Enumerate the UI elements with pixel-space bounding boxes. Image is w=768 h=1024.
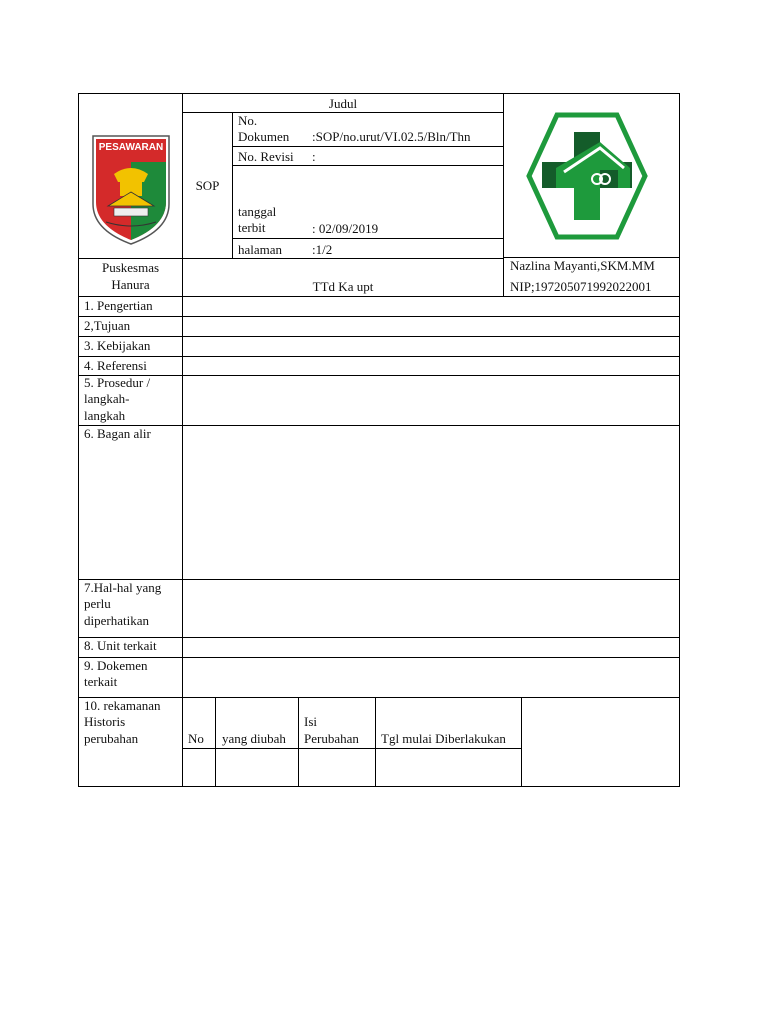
revisi-value: : [312, 149, 316, 164]
tanggal-label: tanggal [238, 204, 277, 219]
section-label-prosedur-2: langkah- [84, 391, 130, 406]
section-label-tujuan: 2,Tujuan [84, 318, 131, 333]
history-header-isi-2: Perubahan [304, 731, 359, 746]
history-header-isi-1: Isi [304, 714, 317, 729]
section-label-dokumen-1: 9. Dokemen [84, 658, 148, 673]
tanggal-value: : 02/09/2019 [312, 221, 379, 236]
section-label-referensi: 4. Referensi [84, 358, 147, 373]
section-label-history-2: Historis [84, 714, 126, 729]
no-label: No. [238, 113, 258, 128]
section-label-history-3: perubahan [84, 731, 139, 746]
section-row [78, 579, 680, 638]
puskesmas-logo [526, 112, 648, 240]
history-col-divider [375, 697, 376, 787]
pesawaran-logo [90, 134, 172, 246]
section-row [78, 316, 680, 336]
section-label-history-1: 10. rekamanan [84, 698, 161, 713]
section-row [78, 375, 680, 426]
section-label-hal-1: 7.Hal-hal yang [84, 580, 162, 595]
history-header-diubah: yang diubah [222, 731, 286, 746]
section-label-kebijakan: 3. Kebijakan [84, 338, 151, 353]
history-col-divider [298, 697, 299, 787]
section-label-dokumen-2: terkait [84, 674, 118, 689]
pesawaran-label: PESAWARAN [98, 142, 164, 153]
halaman-label: halaman [238, 242, 283, 257]
dokumen-label: Dokumen [238, 129, 290, 144]
section-label-hal-3: diperhatikan [84, 613, 149, 628]
history-header-tgl: Tgl mulai Diberlakukan [381, 731, 506, 746]
section-row-bagan [78, 425, 680, 580]
section-label-hal-2: perlu [84, 596, 111, 611]
history-col-divider [215, 697, 216, 787]
puskesmas-name-line2: Hanura [111, 277, 150, 292]
section-row [78, 336, 680, 356]
section-label-pengertian: 1. Pengertian [84, 298, 153, 313]
signer-nip: NIP;197205071992022001 [510, 279, 652, 294]
history-header-divider [182, 748, 522, 749]
puskesmas-name-line1: Puskesmas [101, 260, 160, 275]
halaman-value: :1/2 [312, 242, 333, 257]
section-row [78, 637, 680, 658]
revisi-label: No. Revisi [238, 149, 294, 164]
dokumen-value: :SOP/no.urut/VI.02.5/Bln/Thn [312, 129, 471, 144]
section-label-unit: 8. Unit terkait [84, 638, 157, 653]
section-label-prosedur-1: 5. Prosedur / [84, 375, 151, 390]
section-row [78, 296, 680, 316]
section-row [78, 356, 680, 376]
ttd-label: TTd Ka upt [312, 279, 374, 294]
section-label-prosedur-3: langkah [84, 408, 126, 423]
section-row [78, 657, 680, 698]
sop-label: SOP [195, 178, 220, 193]
judul-label: Judul [328, 96, 358, 111]
signer-name: Nazlina Mayanti,SKM.MM [510, 258, 655, 273]
terbit-label: terbit [238, 220, 266, 235]
history-header-no: No [188, 731, 204, 746]
section-label-bagan: 6. Bagan alir [84, 426, 151, 441]
